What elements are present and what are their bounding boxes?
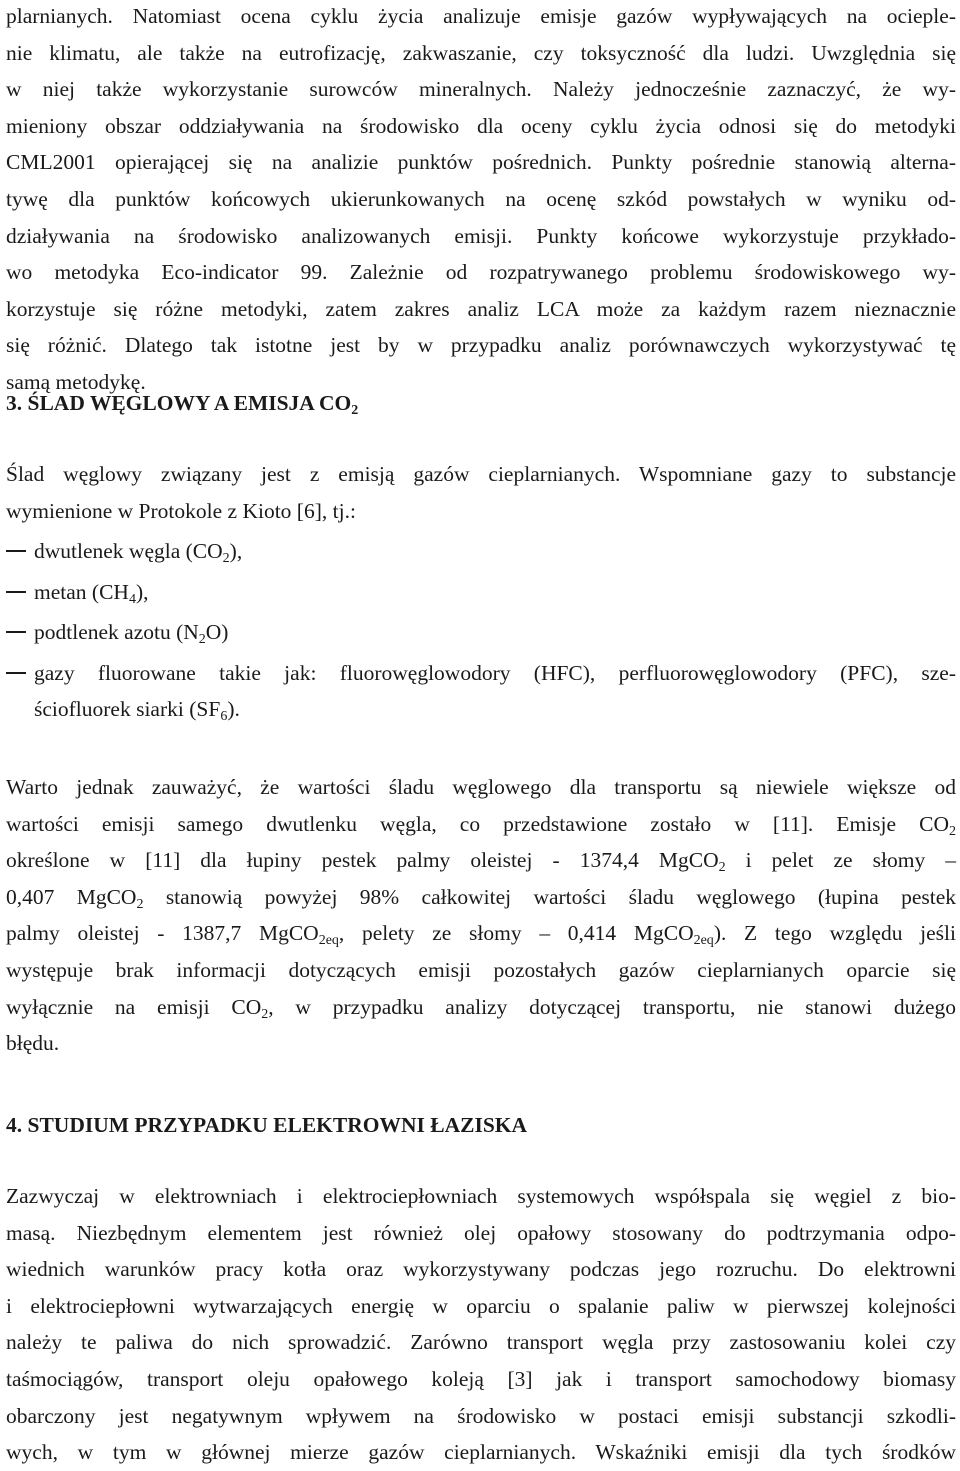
text-run: , pelety ze słomy – 0,414 MgCO xyxy=(338,921,694,946)
list-item-text: O) xyxy=(205,620,229,645)
list-item-text: metan (CH xyxy=(34,579,129,604)
text-line: i elektrociepłowni wytwarzających energię w oparciu o spalanie paliw w pierwszej kolejności xyxy=(6,1293,956,1318)
text-run: wartości emisji samego dwutlenku węgla, co przedstawione zostało w [11]. Emisje CO xyxy=(6,811,949,836)
subscript: 2eq xyxy=(318,933,339,949)
paragraph-transport-emissions xyxy=(6,769,956,1062)
text-line xyxy=(6,842,956,879)
text-line: taśmociągów, transport oleju opałowego koleją [3] jak i transport samochodowy biomasy xyxy=(6,1366,956,1391)
text-run: i pelet ze słomy – xyxy=(725,848,956,873)
list-item xyxy=(6,574,956,611)
list-item-text: ściofluorek siarki (SF xyxy=(34,697,221,722)
subscript: 2 xyxy=(222,551,230,566)
text-line: błędu. xyxy=(6,1031,60,1056)
list-item-text: podtlenek azotu (N xyxy=(34,620,199,645)
text-line xyxy=(6,879,956,916)
list-item-text: gazy fluorowane takie jak: fluorowęglowodory (HFC), perfluorowęglowodory (PFC), sze- xyxy=(34,660,956,685)
section-heading-3 xyxy=(6,388,358,418)
text-line: w niej także wykorzystanie surowców mineralnych. Należy jednocześnie zaznaczyć, że wy- xyxy=(6,77,956,102)
text-line: korzystuje się różne metodyki, zatem zakres analiz LCA może za każdym razem nieznacznie xyxy=(6,296,956,321)
text-line xyxy=(6,989,956,1026)
text-line: Zazwyczaj w elektrowniach i elektrociepłowniach systemowych współspala się węgiel z bio- xyxy=(6,1184,956,1208)
heading-subscript: 2 xyxy=(351,403,359,418)
subscript: 2 xyxy=(198,632,206,648)
text-line: mieniony obszar oddziaływania na środowisko dla oceny cyklu życia odnosi się do metodyki xyxy=(6,113,956,138)
text-line: samą metodykę. xyxy=(6,369,146,394)
text-line: Ślad węglowy związany jest z emisją gazów cieplarnianych. Wspomniane gazy to substancje xyxy=(6,462,956,486)
text-line: się różnić. Dlatego tak istotne jest by w przypadku analiz porównawczych wykorzystywać tę xyxy=(6,333,956,358)
list-item-text: ), xyxy=(135,579,149,604)
list-item-text: ). xyxy=(227,697,240,722)
text-line: tywę dla punktów końcowych ukierunkowanych na ocenę szkód powstałych w wyniku od- xyxy=(6,186,956,211)
list-item-text: ), xyxy=(229,539,243,563)
text-line: wo metodyka Eco-indicator 99. Zależnie od rozpatrywanego problemu środowiskowego wy- xyxy=(6,260,956,285)
text-run: wyłącznie na emisji CO xyxy=(6,994,262,1019)
heading-text: 3. ŚLAD WĘGLOWY A EMISJA CO xyxy=(6,391,352,415)
text-line: nie klimatu, ale także na eutrofizację, zakwaszanie, czy toksyczność dla ludzi. Uwzględnia się xyxy=(6,40,956,65)
text-run: stanowią powyżej 98% całkowitej wartości śladu węglowego (łupina pestek xyxy=(143,884,957,909)
list-item-text-line xyxy=(34,691,956,728)
text-line: masą. Niezbędnym elementem jest również olej opałowy stosowany do podtrzymania odpo- xyxy=(6,1220,956,1245)
text-line: należy te paliwa do nich sprowadzić. Zarówno transport węgla przy zastosowaniu kolei czy xyxy=(6,1330,956,1355)
text-run: , w przypadku analizy dotyczącej transportu, nie stanowi dużego xyxy=(268,994,957,1019)
text-line: plarnianych. Natomiast ocena cyklu życia analizuje emisje gazów wypływających na ocieple- xyxy=(6,4,956,28)
text-line: działywania na środowisko analizowanych emisji. Punkty końcowe wykorzystuje przykłado- xyxy=(6,223,956,248)
text-line: występuje brak informacji dotyczących emisji pozostałych gazów cieplarnianych oparcie się xyxy=(6,957,956,982)
text-line xyxy=(6,806,956,843)
text-run: palmy oleistej - 1387,7 MgCO xyxy=(6,921,319,946)
text-line: wiednich warunków pracy kotła oraz wykorzystywany podczas jego rozruchu. Do elektrowni xyxy=(6,1257,956,1282)
text-run: ). Z tego względu jeśli xyxy=(713,921,956,946)
subscript: 2 xyxy=(718,860,726,876)
list-item xyxy=(6,655,956,728)
paragraph-case-study xyxy=(6,1178,956,1471)
text-run: 0,407 MgCO xyxy=(6,884,137,909)
text-line: Warto jednak zauważyć, że wartości śladu węglowego dla transportu są niewiele większe od xyxy=(6,775,956,799)
list-item-text: dwutlenek węgla (CO xyxy=(34,539,223,563)
text-run: określone w [11] dla łupiny pestek palmy oleistej - 1374,4 MgCO xyxy=(6,848,719,873)
subscript: 2 xyxy=(136,896,144,912)
subscript: 2 xyxy=(949,823,956,839)
text-line: wych, w tym w głównej mierze gazów cieplarnianych. Wskaźniki emisji dla tych środków xyxy=(6,1440,956,1465)
subscript: 2 xyxy=(261,1006,269,1022)
list-item xyxy=(6,614,956,651)
dash-bullet xyxy=(6,631,26,633)
subscript: 4 xyxy=(128,591,136,607)
text-line: obarczony jest negatywnym wpływem na środowisko w postaci emisji substancji szkodli- xyxy=(6,1403,956,1428)
paragraph-lca xyxy=(6,0,956,401)
dash-bullet xyxy=(6,591,26,593)
section-heading-4: 4. STUDIUM PRZYPADKU ELEKTROWNI ŁAZISKA xyxy=(6,1113,528,1137)
subscript: 6 xyxy=(220,709,228,725)
gas-list xyxy=(6,533,956,728)
text-line: CML2001 opierającej się na analizie punktów pośrednich. Punkty pośrednie stanowią alterna- xyxy=(6,150,956,175)
dash-bullet xyxy=(6,550,26,552)
subscript: 2eq xyxy=(693,933,714,949)
paragraph-carbon-footprint xyxy=(6,456,956,529)
dash-bullet xyxy=(6,672,26,674)
list-item xyxy=(6,533,956,570)
text-line: wymienione w Protokole z Kioto [6], tj.: xyxy=(6,498,356,523)
text-line xyxy=(6,915,956,952)
